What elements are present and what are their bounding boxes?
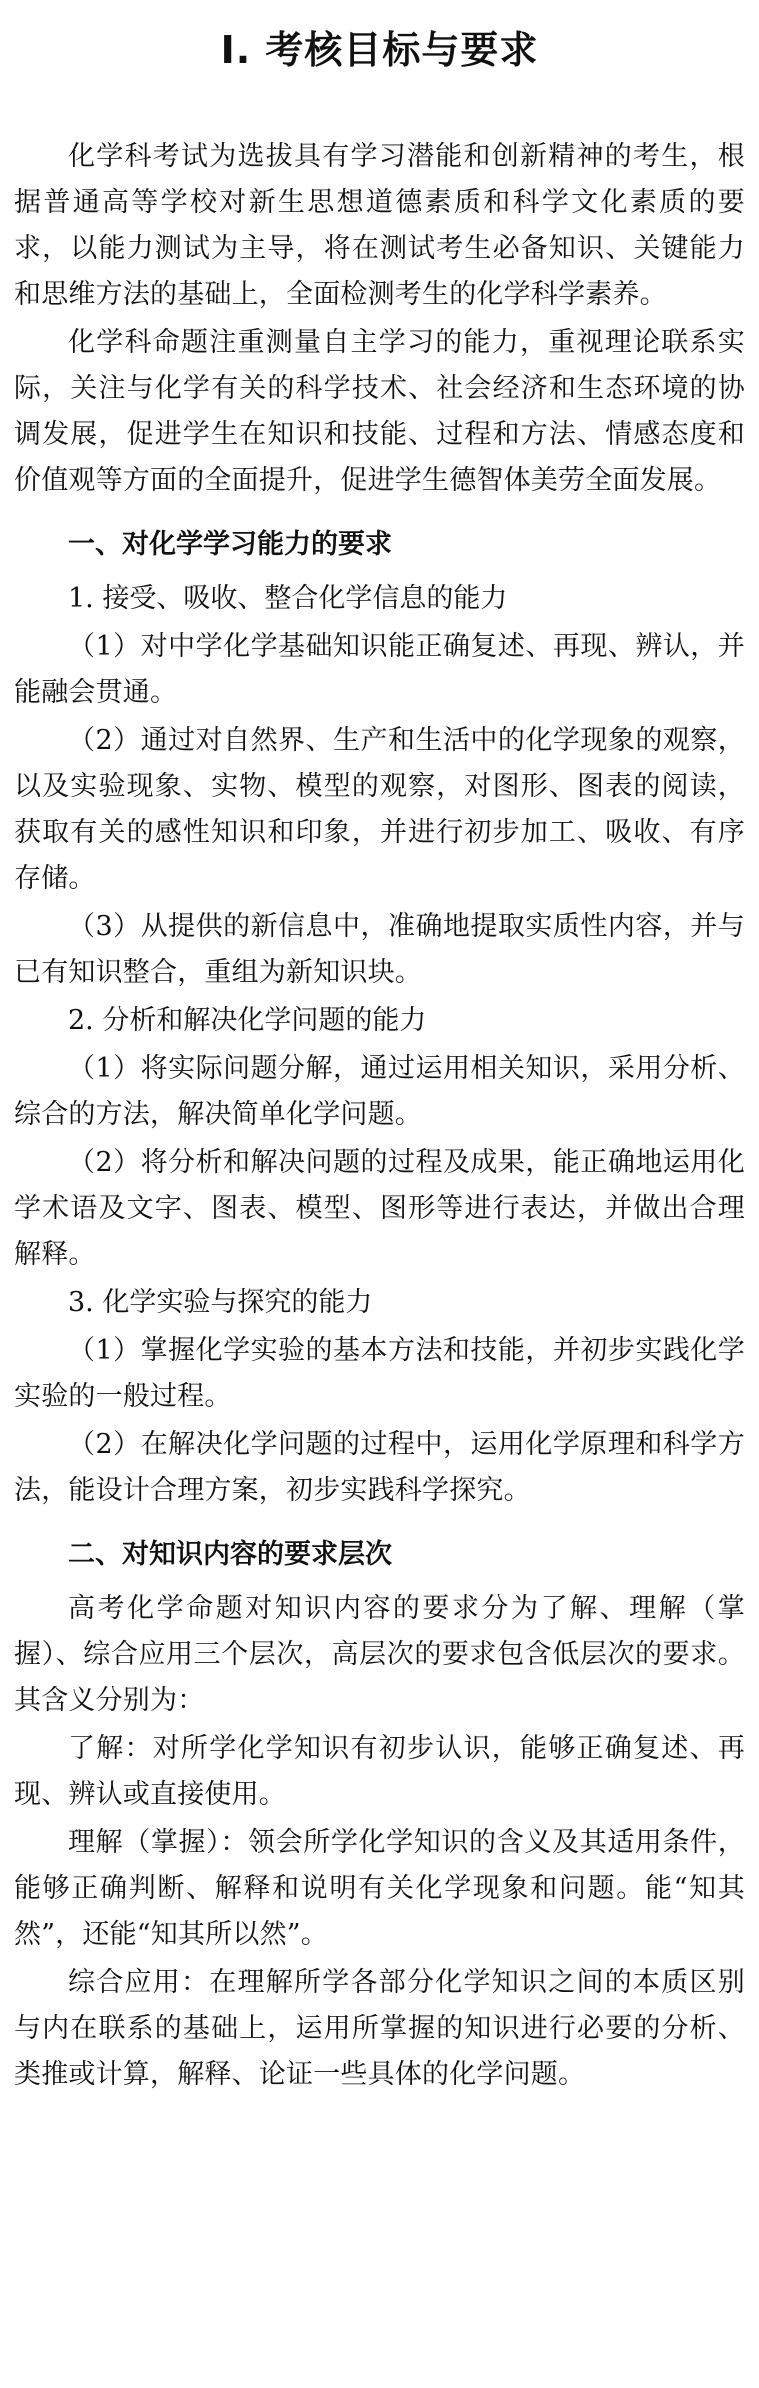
level-understand-basic: 了解：对所学化学知识有初步认识，能够正确复述、再现、辨认或直接使用。 — [14, 1733, 745, 1810]
ability-2-point-1: （1）将实际问题分解，通过运用相关知识，采用分析、综合的方法，解决简单化学问题。 — [14, 1053, 745, 1130]
intro-paragraph-1: 化学科考试为选拔具有学习潜能和创新精神的考生，根据普通高等学校对新生思想道德素质和科学文化素质的要求，以能力测试为主导，将在测试考生必备知识、关键能力和思维方法的基础上，全面检测考生的化学科学素养。 — [14, 141, 745, 310]
ability-1-point-2: （2）通过对自然界、生产和生活中的化学现象的观察，以及实验现象、实物、模型的观察，对图形、图表的阅读，获取有关的感性知识和印象，并进行初步加工、吸收、有序存储。 — [14, 725, 745, 894]
ability-3-point-2: （2）在解决化学问题的过程中，运用化学原理和科学方法，能设计合理方案，初步实践科学探究。 — [14, 1429, 745, 1506]
ability-3-title: 3. 化学实验与探究的能力 — [68, 1287, 373, 1318]
section-2-heading: 二、对知识内容的要求层次 — [68, 1539, 392, 1570]
levels-intro-paragraph: 高考化学命题对知识内容的要求分为了解、理解（掌握）、综合应用三个层次，高层次的要求包含低层次的要求。其含义分别为： — [14, 1593, 745, 1716]
section-1-heading: 一、对化学学习能力的要求 — [68, 529, 392, 560]
level-apply: 综合应用：在理解所学各部分化学知识之间的本质区别与内在联系的基础上，运用所掌握的知识进行必要的分析、类推或计算，解释、论证一些具体的化学问题。 — [14, 1967, 745, 2090]
ability-2-point-2: （2）将分析和解决问题的过程及成果，能正确地运用化学术语及文字、图表、模型、图形等进行表达，并做出合理解释。 — [14, 1147, 745, 1270]
ability-1-title: 1. 接受、吸收、整合化学信息的能力 — [68, 583, 508, 614]
ability-3-point-1: （1）掌握化学实验的基本方法和技能，并初步实践化学实验的一般过程。 — [14, 1335, 745, 1412]
page-title: Ⅰ. 考核目标与要求 — [220, 28, 539, 72]
ability-2-title: 2. 分析和解决化学问题的能力 — [68, 1005, 427, 1036]
ability-1-point-1: （1）对中学化学基础知识能正确复述、再现、辨认，并能融会贯通。 — [14, 631, 745, 708]
level-comprehend: 理解（掌握）：领会所学化学知识的含义及其适用条件，能够正确判断、解释和说明有关化学现象和问题。能“知其然”，还能“知其所以然”。 — [14, 1827, 745, 1950]
intro-paragraph-2: 化学科命题注重测量自主学习的能力，重视理论联系实际，关注与化学有关的科学技术、社会经济和生态环境的协调发展，促进学生在知识和技能、过程和方法、情感态度和价值观等方面的全面提升，促进学生德智体美劳全面发展。 — [14, 327, 745, 496]
ability-1-point-3: （3）从提供的新信息中，准确地提取实质性内容，并与已有知识整合，重组为新知识块。 — [14, 911, 745, 988]
